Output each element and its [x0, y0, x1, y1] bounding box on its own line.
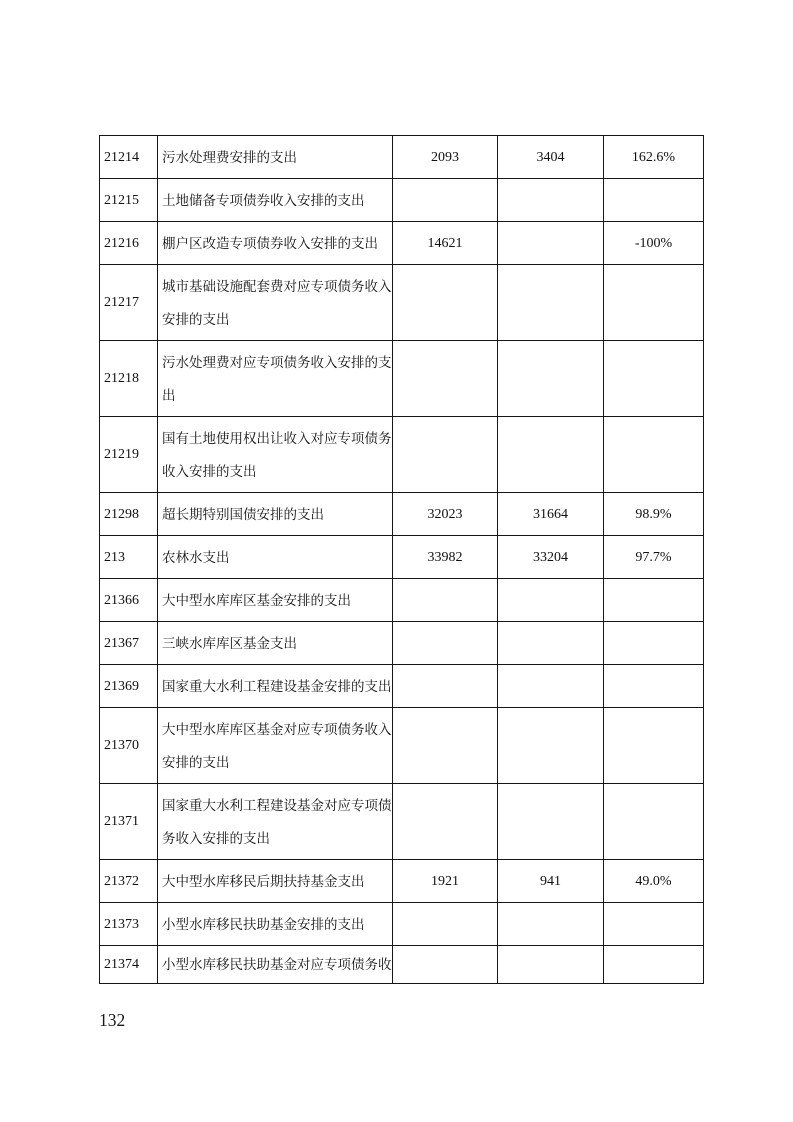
code-cell: 21214 [100, 136, 158, 179]
percent-cell [604, 708, 704, 784]
budget-value-cell [393, 665, 498, 708]
code-cell: 21371 [100, 784, 158, 860]
table-row [100, 579, 704, 622]
budget-value-cell: 1921 [393, 860, 498, 903]
code-cell: 21215 [100, 179, 158, 222]
item-name-cell: 国家重大水利工程建设基金对应专项债务收入安排的支出 [158, 784, 393, 860]
budget-value-cell [393, 265, 498, 341]
budget-value-cell [393, 784, 498, 860]
actual-value-cell: 941 [498, 860, 604, 903]
code-cell: 21372 [100, 860, 158, 903]
budget-value-cell [393, 622, 498, 665]
code-cell: 21366 [100, 579, 158, 622]
table-row [100, 265, 704, 341]
budget-value-cell [393, 946, 498, 984]
table-row [100, 946, 704, 984]
item-name-cell: 大中型水库移民后期扶持基金支出 [158, 860, 393, 903]
actual-value-cell [498, 222, 604, 265]
item-name-cell: 国家重大水利工程建设基金安排的支出 [158, 665, 393, 708]
budget-value-cell [393, 903, 498, 946]
code-cell: 21217 [100, 265, 158, 341]
item-name-cell: 棚户区改造专项债券收入安排的支出 [158, 222, 393, 265]
percent-cell [604, 946, 704, 984]
budget-table-body [100, 136, 704, 984]
budget-value-cell [393, 579, 498, 622]
page-number: 132 [99, 1010, 126, 1030]
item-name-cell: 小型水库移民扶助基金安排的支出 [158, 903, 393, 946]
code-cell: 21216 [100, 222, 158, 265]
actual-value-cell [498, 579, 604, 622]
actual-value-cell [498, 784, 604, 860]
item-name-cell: 小型水库移民扶助基金对应专项债务收 [158, 946, 393, 984]
percent-cell [604, 579, 704, 622]
table-row [100, 536, 704, 579]
percent-cell [604, 784, 704, 860]
percent-cell: 49.0% [604, 860, 704, 903]
item-name-cell: 大中型水库库区基金对应专项债务收入安排的支出 [158, 708, 393, 784]
table-row [100, 708, 704, 784]
code-cell: 21370 [100, 708, 158, 784]
percent-cell: 98.9% [604, 493, 704, 536]
budget-value-cell [393, 708, 498, 784]
table-row [100, 417, 704, 493]
actual-value-cell: 33204 [498, 536, 604, 579]
table-row [100, 665, 704, 708]
actual-value-cell [498, 265, 604, 341]
code-cell: 21218 [100, 341, 158, 417]
percent-cell [604, 417, 704, 493]
budget-value-cell: 33982 [393, 536, 498, 579]
table-row [100, 136, 704, 179]
table-row [100, 222, 704, 265]
actual-value-cell [498, 179, 604, 222]
percent-cell [604, 665, 704, 708]
budget-value-cell [393, 417, 498, 493]
actual-value-cell: 31664 [498, 493, 604, 536]
percent-cell [604, 622, 704, 665]
table-row [100, 493, 704, 536]
item-name-cell: 城市基础设施配套费对应专项债务收入安排的支出 [158, 265, 393, 341]
actual-value-cell [498, 946, 604, 984]
code-cell: 21219 [100, 417, 158, 493]
percent-cell [604, 179, 704, 222]
actual-value-cell [498, 708, 604, 784]
item-name-cell: 大中型水库库区基金安排的支出 [158, 579, 393, 622]
budget-table [99, 135, 704, 984]
code-cell: 21374 [100, 946, 158, 984]
budget-value-cell: 32023 [393, 493, 498, 536]
percent-cell: -100% [604, 222, 704, 265]
actual-value-cell [498, 903, 604, 946]
actual-value-cell [498, 622, 604, 665]
item-name-cell: 农林水支出 [158, 536, 393, 579]
table-row [100, 341, 704, 417]
table-row [100, 622, 704, 665]
percent-cell [604, 903, 704, 946]
actual-value-cell [498, 417, 604, 493]
table-row [100, 903, 704, 946]
code-cell: 21298 [100, 493, 158, 536]
actual-value-cell [498, 665, 604, 708]
code-cell: 213 [100, 536, 158, 579]
percent-cell [604, 265, 704, 341]
item-name-cell: 污水处理费安排的支出 [158, 136, 393, 179]
table-row [100, 860, 704, 903]
item-name-cell: 污水处理费对应专项债务收入安排的支出 [158, 341, 393, 417]
actual-value-cell [498, 341, 604, 417]
budget-value-cell [393, 341, 498, 417]
code-cell: 21373 [100, 903, 158, 946]
budget-value-cell [393, 179, 498, 222]
item-name-cell: 超长期特别国债安排的支出 [158, 493, 393, 536]
table-row [100, 179, 704, 222]
budget-value-cell: 2093 [393, 136, 498, 179]
code-cell: 21367 [100, 622, 158, 665]
budget-value-cell: 14621 [393, 222, 498, 265]
percent-cell: 162.6% [604, 136, 704, 179]
actual-value-cell: 3404 [498, 136, 604, 179]
item-name-cell: 土地储备专项债券收入安排的支出 [158, 179, 393, 222]
table-row [100, 784, 704, 860]
item-name-cell: 国有土地使用权出让收入对应专项债务收入安排的支出 [158, 417, 393, 493]
item-name-cell: 三峡水库库区基金支出 [158, 622, 393, 665]
percent-cell [604, 341, 704, 417]
percent-cell: 97.7% [604, 536, 704, 579]
code-cell: 21369 [100, 665, 158, 708]
